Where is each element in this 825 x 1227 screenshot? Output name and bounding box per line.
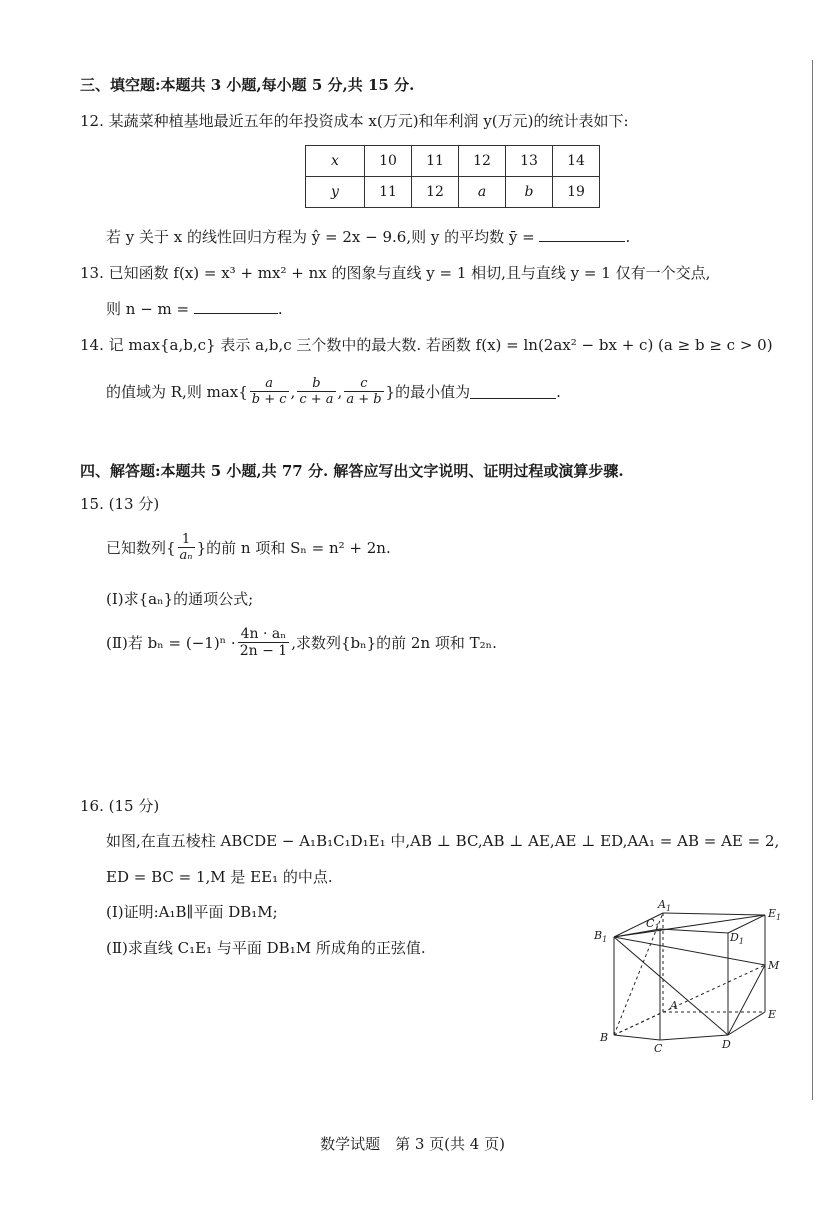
q13-text: 则 n − m = (106, 300, 194, 318)
table-cell: 10 (365, 146, 412, 177)
q15-part2-fraction (238, 626, 289, 659)
table-cell: 13 (506, 146, 553, 177)
table-cell: x (306, 146, 365, 177)
label-D1: $D_1$ (730, 931, 744, 946)
q14-fraction-1 (250, 376, 289, 407)
q15-part2-pre: (Ⅱ)若 bₙ = (−1)ⁿ · (106, 634, 236, 652)
table-cell: 11 (365, 177, 412, 208)
q14-fraction-3 (344, 376, 383, 407)
q14-text-pre: 的值域为 R,则 max{ (106, 383, 248, 401)
label-C1: $C_1$ (646, 917, 660, 932)
table-cell: 12 (412, 177, 459, 208)
section4-header: 四、解答题:本题共 5 小题,共 77 分. 解答应写出文字说明、证明过程或演算步骤. (80, 462, 624, 480)
page-edge-line (812, 60, 813, 1100)
q15-stem-post: }的前 n 项和 Sₙ = n² + 2n. (196, 539, 391, 557)
label-A1: $A_1$ (658, 898, 672, 913)
q15-title: 15. (13 分) (80, 495, 160, 513)
q14-text-post: }的最小值为 (385, 383, 471, 401)
fraction-numerator: b (312, 376, 321, 391)
q16-part2: (Ⅱ)求直线 C₁E₁ 与平面 DB₁M 所成角的正弦值. (106, 939, 426, 957)
label-B: B (600, 1031, 609, 1044)
label-M: M (768, 959, 780, 972)
fraction-denominator: 2n − 1 (239, 643, 288, 659)
q13-end: . (277, 300, 283, 318)
q12-text: 若 y 关于 x 的线性回归方程为 ŷ = 2x − 9.6,则 y 的平均数 ȳ = (106, 228, 540, 246)
fraction-numerator: 1 (181, 532, 191, 547)
q13-line2 (106, 298, 283, 320)
q12-end: . (625, 228, 631, 246)
table-row (306, 177, 600, 208)
fraction-numerator: c (360, 376, 368, 391)
q15-part2 (106, 626, 497, 659)
table-cell: 12 (459, 146, 506, 177)
table-cell: a (459, 177, 506, 208)
label-E: E (768, 1008, 777, 1021)
q15-part2-post: ,求数列{bₙ}的前 2n 项和 T₂ₙ. (291, 634, 497, 652)
q16-line2: ED = BC = 1,M 是 EE₁ 的中点. (106, 868, 333, 886)
fraction-denominator: aₙ (179, 548, 193, 563)
q16-part1: (Ⅰ)证明:A₁B∥平面 DB₁M; (106, 903, 278, 921)
label-A: A (670, 999, 678, 1012)
q12-answer-blank[interactable] (539, 227, 625, 242)
q14-end: . (556, 382, 561, 401)
fraction-denominator: c + a (299, 392, 334, 407)
q16-title: 16. (15 分) (80, 797, 160, 815)
label-D: D (722, 1038, 731, 1051)
label-E1: $E_1$ (768, 907, 782, 922)
q15-stem (106, 532, 391, 563)
q15-fraction (178, 532, 195, 563)
section3-header: 三、填空题:本题共 3 小题,每小题 5 分,共 15 分. (80, 76, 415, 94)
fraction-numerator: a (265, 376, 274, 391)
q14-fraction-2 (297, 376, 335, 407)
table-cell: y (306, 177, 365, 208)
q13-line1: 13. 已知函数 f(x) = x³ + mx² + nx 的图象与直线 y = 1 相切,且与直线 y = 1 仅有一个交点, (80, 264, 711, 282)
q15-stem-pre: 已知数列{ (106, 539, 176, 557)
label-C: C (654, 1042, 663, 1055)
fraction-numerator: 4n · aₙ (240, 626, 287, 642)
q12-stem: 12. 某蔬菜种植基地最近五年的年投资成本 x(万元)和年利润 y(万元)的统计表如下: (80, 112, 629, 130)
table-cell: b (506, 177, 553, 208)
q12-regression-line (106, 226, 630, 248)
q14-line1: 14. 记 max{a,b,c} 表示 a,b,c 三个数中的最大数. 若函数 f(x) = ln(2ax² − bx + c) (a ≥ b ≥ c > 0) (80, 336, 773, 354)
table-cell: 14 (553, 146, 600, 177)
table-cell: 19 (553, 177, 600, 208)
page-footer: 数学试题 第 3 页(共 4 页) (320, 1135, 505, 1153)
q16-line1: 如图,在直五棱柱 ABCDE − A₁B₁C₁D₁E₁ 中,AB ⊥ BC,AB ⊥ AE,AE ⊥ ED,AA₁ = AB = AE = 2, (106, 832, 780, 850)
prism-figure (590, 895, 790, 1055)
q13-answer-blank[interactable] (194, 299, 278, 314)
label-B1: $B_1$ (594, 929, 608, 944)
q14-line2: 的值域为 R,则 max{ $\frac{a}{b + c}$ , $\frac{b}{c + a}$ , $\frac{c}{a + b}$ }的最小值为 . (106, 376, 561, 407)
fraction-denominator: b + c (251, 392, 287, 407)
fraction-denominator: a + b (346, 392, 382, 407)
table-row (306, 146, 600, 177)
q14-answer-blank[interactable] (470, 384, 556, 399)
q12-stat-table (305, 145, 600, 208)
q15-part1: (Ⅰ)求{aₙ}的通项公式; (106, 590, 254, 608)
table-cell: 11 (412, 146, 459, 177)
